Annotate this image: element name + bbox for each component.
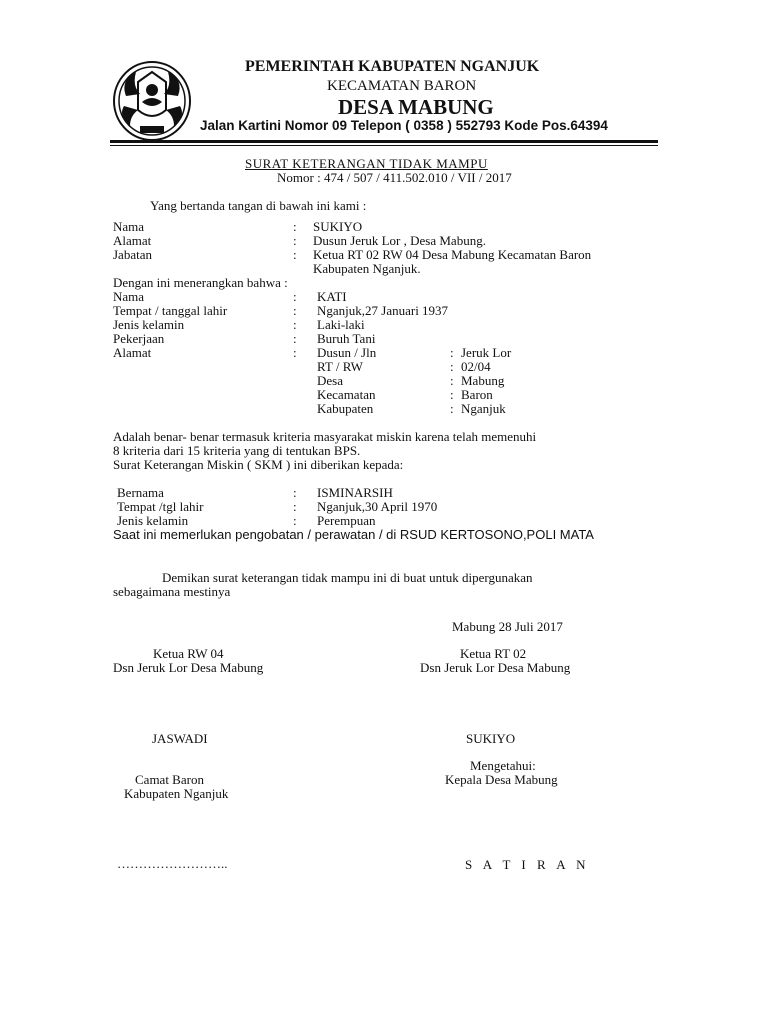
- subject-nama-label: Nama: [113, 289, 145, 304]
- recipient-purpose: Saat ini memerlukan pengobatan / perawatan / di RSUD KERTOSONO,POLI MATA: [113, 527, 594, 542]
- colon: :: [450, 401, 454, 416]
- colon: :: [293, 331, 297, 346]
- mengetahui-label: Mengetahui:: [470, 758, 536, 773]
- signer-jabatan-value-cont: Kabupaten Nganjuk.: [313, 261, 421, 276]
- recipient-jk-value: Perempuan: [317, 513, 376, 528]
- colon: :: [293, 317, 297, 332]
- address-label-desa: Desa: [317, 373, 343, 388]
- subject-jk-label: Jenis kelamin: [113, 317, 185, 332]
- signer-jabatan-label: Jabatan: [113, 247, 152, 262]
- body-line-3: Surat Keterangan Miskin ( SKM ) ini diberikan kepada:: [113, 457, 404, 472]
- signer-jabatan-value: Ketua RT 02 RW 04 Desa Mabung Kecamatan Baron: [313, 247, 592, 262]
- rw-place: Dsn Jeruk Lor Desa Mabung: [113, 660, 264, 675]
- address-value-kecamatan: Baron: [461, 387, 493, 402]
- header-address: Jalan Kartini Nomor 09 Telepon ( 0358 ) 552793 Kode Pos.64394: [200, 118, 608, 133]
- colon: :: [293, 499, 297, 514]
- rw-title: Ketua RW 04: [153, 646, 224, 661]
- recipient-jk-label: Jenis kelamin: [117, 513, 189, 528]
- subject-ttl-value: Nganjuk,27 Januari 1937: [317, 303, 449, 318]
- subject-pekerjaan-value: Buruh Tani: [317, 331, 376, 346]
- camat-title: Camat Baron: [135, 772, 204, 787]
- rw-signer-name: JASWADI: [152, 731, 208, 746]
- letter-title: SURAT KETERANGAN TIDAK MAMPU: [245, 156, 488, 171]
- header-rule-thick: [110, 140, 658, 143]
- colon: :: [450, 373, 454, 388]
- signer-nama-label: Nama: [113, 219, 145, 234]
- body-line-2: 8 kriteria dari 15 kriteria yang di tentukan BPS.: [113, 443, 361, 458]
- body-line-1: Adalah benar- benar termasuk kriteria masyarakat miskin karena telah memenuhi: [113, 429, 537, 444]
- signer-nama-value: SUKIYO: [313, 219, 363, 234]
- colon: :: [450, 345, 454, 360]
- colon: :: [293, 303, 297, 318]
- colon: :: [293, 219, 297, 234]
- colon: :: [450, 387, 454, 402]
- closing-line-2: sebagaimana mestinya: [113, 584, 231, 599]
- camat-place: Kabupaten Nganjuk: [124, 786, 229, 801]
- kades-signer-name: S A T I R A N: [465, 857, 590, 872]
- header-line-3: DESA MABUNG: [338, 95, 494, 119]
- recipient-ttl-label: Tempat /tgl lahir: [117, 499, 204, 514]
- colon: :: [293, 345, 297, 360]
- address-label-kecamatan: Kecamatan: [317, 387, 376, 402]
- subject-alamat-label: Alamat: [113, 345, 152, 360]
- rt-title: Ketua RT 02: [460, 646, 527, 661]
- address-label-dusun: Dusun / Jln: [317, 345, 377, 360]
- colon: :: [293, 485, 297, 500]
- header-rule-thin: [110, 145, 658, 146]
- colon: :: [293, 513, 297, 528]
- signer-alamat-label: Alamat: [113, 233, 152, 248]
- recipient-nama-label: Bernama: [117, 485, 164, 500]
- closing-line-1: Demikan surat keterangan tidak mampu ini di buat untuk dipergunakan: [162, 570, 533, 585]
- colon: :: [293, 233, 297, 248]
- address-value-dusun: Jeruk Lor: [461, 345, 512, 360]
- signer-alamat-value: Dusun Jeruk Lor , Desa Mabung.: [313, 233, 486, 248]
- address-value-desa: Mabung: [461, 373, 505, 388]
- date-place: Mabung 28 Juli 2017: [452, 619, 563, 634]
- subject-ttl-label: Tempat / tanggal lahir: [113, 303, 228, 318]
- header-line-2: KECAMATAN BARON: [327, 78, 477, 94]
- address-value-rtrw: 02/04: [461, 359, 491, 374]
- subject-jk-value: Laki-laki: [317, 317, 365, 332]
- kades-title: Kepala Desa Mabung: [445, 772, 558, 787]
- subject-nama-value: KATI: [317, 289, 347, 304]
- address-label-kabupaten: Kabupaten: [317, 401, 374, 416]
- letter-number: Nomor : 474 / 507 / 411.502.010 / VII / 2017: [277, 170, 512, 185]
- header-line-1: PEMERINTAH KABUPATEN NGANJUK: [245, 58, 540, 75]
- rt-place: Dsn Jeruk Lor Desa Mabung: [420, 660, 571, 675]
- colon: :: [293, 247, 297, 262]
- letter-intro: Yang bertanda tangan di bawah ini kami :: [150, 198, 367, 213]
- colon: :: [293, 289, 297, 304]
- recipient-ttl-value: Nganjuk,30 April 1970: [317, 499, 438, 514]
- address-value-kabupaten: Nganjuk: [461, 401, 506, 416]
- camat-signer-name: ……………………..: [117, 856, 228, 871]
- subject-pekerjaan-label: Pekerjaan: [113, 331, 165, 346]
- statement-intro: Dengan ini menerangkan bahwa :: [113, 275, 288, 290]
- colon: :: [450, 359, 454, 374]
- recipient-nama-value: ISMINARSIH: [317, 485, 393, 500]
- rt-signer-name: SUKIYO: [466, 731, 516, 746]
- regency-crest-icon: [112, 60, 192, 142]
- address-label-rtrw: RT / RW: [317, 359, 363, 374]
